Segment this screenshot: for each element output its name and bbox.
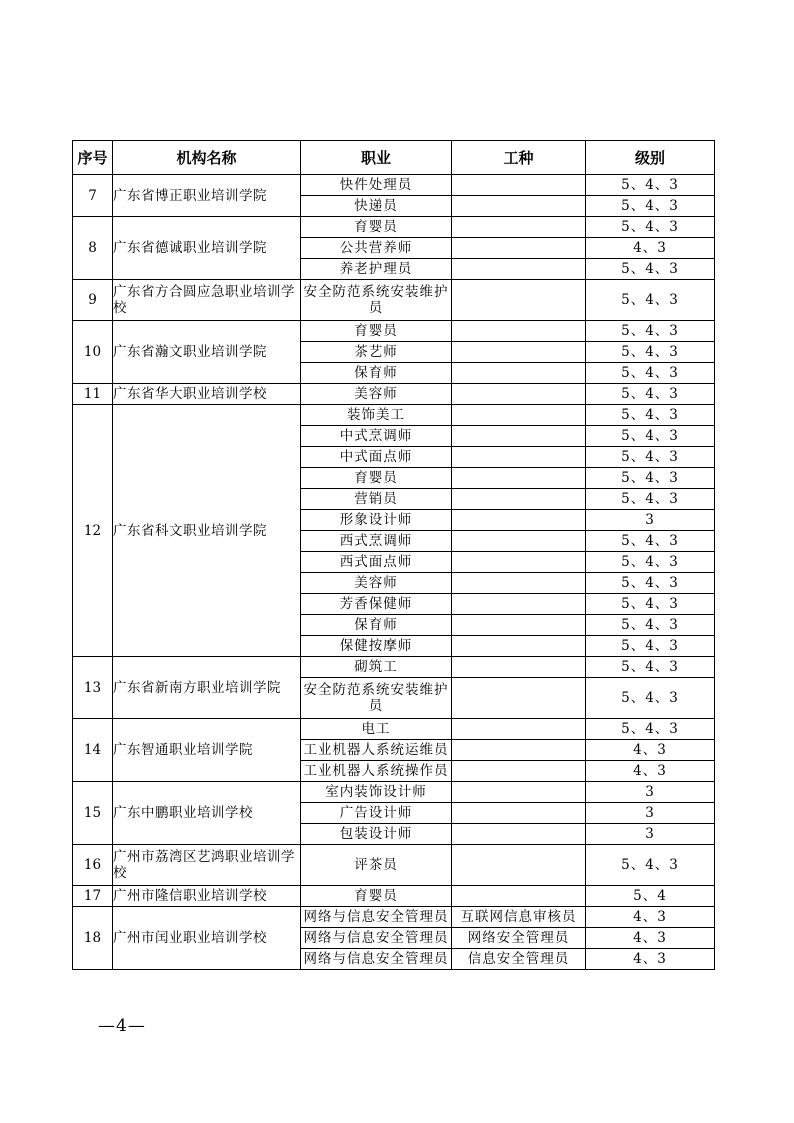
table-header-row [73, 141, 715, 175]
cell-level: 5、4、3 [586, 468, 715, 489]
cell-job: 工业机器人系统操作员 [301, 761, 452, 782]
cell-index: 9 [73, 280, 113, 321]
cell-type [452, 678, 586, 719]
cell-org-name: 广东省新南方职业培训学院 [113, 657, 301, 719]
cell-type [452, 447, 586, 468]
cell-level: 5、4、3 [586, 573, 715, 594]
cell-level: 5、4、3 [586, 259, 715, 280]
table-row [73, 782, 715, 803]
cell-job: 西式面点师 [301, 552, 452, 573]
cell-org-name: 广州市闰业职业培训学校 [113, 907, 301, 970]
cell-level: 5、4、3 [586, 719, 715, 740]
cell-org-name: 广东省博正职业培训学院 [113, 175, 301, 217]
table-body [73, 175, 715, 970]
cell-job: 育婴员 [301, 217, 452, 238]
cell-type [452, 384, 586, 405]
cell-level: 5、4、3 [586, 217, 715, 238]
cell-job: 包装设计师 [301, 824, 452, 845]
header-job: 职业 [301, 141, 452, 175]
cell-job: 保育师 [301, 615, 452, 636]
table-row [73, 384, 715, 405]
cell-type [452, 489, 586, 510]
cell-index: 11 [73, 384, 113, 405]
cell-job: 快件处理员 [301, 175, 452, 196]
cell-type [452, 426, 586, 447]
cell-job: 芳香保健师 [301, 594, 452, 615]
cell-level: 5、4、3 [586, 405, 715, 426]
cell-type [452, 657, 586, 678]
cell-level: 4、3 [586, 907, 715, 928]
cell-type [452, 719, 586, 740]
cell-job: 公共营养师 [301, 238, 452, 259]
cell-job: 砌筑工 [301, 657, 452, 678]
cell-job: 营销员 [301, 489, 452, 510]
cell-level: 5、4 [586, 886, 715, 907]
training-institution-table [72, 140, 715, 970]
cell-level: 5、4、3 [586, 363, 715, 384]
cell-level: 3 [586, 824, 715, 845]
cell-org-name: 广东省华大职业培训学校 [113, 384, 301, 405]
cell-type [452, 468, 586, 489]
cell-type [452, 510, 586, 531]
cell-type [452, 573, 586, 594]
cell-index: 17 [73, 886, 113, 907]
cell-type [452, 280, 586, 321]
cell-type: 互联网信息审核员 [452, 907, 586, 928]
cell-level: 5、4、3 [586, 615, 715, 636]
cell-job: 形象设计师 [301, 510, 452, 531]
cell-type [452, 636, 586, 657]
cell-type [452, 238, 586, 259]
cell-org-name: 广东省方合圆应急职业培训学校 [113, 280, 301, 321]
cell-index: 12 [73, 405, 113, 657]
header-level: 级别 [586, 141, 715, 175]
table-row [73, 845, 715, 886]
cell-job: 育婴员 [301, 468, 452, 489]
cell-level: 3 [586, 782, 715, 803]
header-index: 序号 [73, 141, 113, 175]
table-row [73, 719, 715, 740]
cell-type [452, 845, 586, 886]
cell-level: 5、4、3 [586, 678, 715, 719]
cell-job: 西式烹调师 [301, 531, 452, 552]
cell-job: 安全防范系统安装维护员 [301, 678, 452, 719]
cell-level: 5、4、3 [586, 636, 715, 657]
cell-org-name: 广东智通职业培训学院 [113, 719, 301, 782]
cell-type: 信息安全管理员 [452, 949, 586, 970]
cell-org-name: 广东省瀚文职业培训学院 [113, 321, 301, 384]
cell-job: 安全防范系统安装维护员 [301, 280, 452, 321]
cell-level: 5、4、3 [586, 280, 715, 321]
cell-index: 16 [73, 845, 113, 886]
table-row [73, 321, 715, 342]
cell-job: 网络与信息安全管理员 [301, 928, 452, 949]
cell-type [452, 321, 586, 342]
cell-level: 5、4、3 [586, 426, 715, 447]
cell-level: 5、4、3 [586, 342, 715, 363]
cell-type [452, 740, 586, 761]
cell-type [452, 552, 586, 573]
cell-index: 10 [73, 321, 113, 384]
cell-type [452, 615, 586, 636]
cell-job: 中式面点师 [301, 447, 452, 468]
cell-job: 装饰美工 [301, 405, 452, 426]
table-row [73, 657, 715, 678]
cell-type [452, 342, 586, 363]
cell-level: 4、3 [586, 761, 715, 782]
cell-org-name: 广东省科文职业培训学院 [113, 405, 301, 657]
cell-job: 网络与信息安全管理员 [301, 949, 452, 970]
cell-type [452, 217, 586, 238]
cell-index: 15 [73, 782, 113, 845]
cell-level: 4、3 [586, 740, 715, 761]
cell-job: 中式烹调师 [301, 426, 452, 447]
cell-level: 4、3 [586, 949, 715, 970]
cell-job: 评茶员 [301, 845, 452, 886]
table-row [73, 907, 715, 928]
cell-type [452, 405, 586, 426]
cell-level: 5、4、3 [586, 657, 715, 678]
cell-job: 养老护理员 [301, 259, 452, 280]
table-row [73, 217, 715, 238]
cell-index: 18 [73, 907, 113, 970]
cell-job: 快递员 [301, 196, 452, 217]
cell-type [452, 782, 586, 803]
cell-level: 5、4、3 [586, 552, 715, 573]
cell-level: 5、4、3 [586, 384, 715, 405]
cell-job: 美容师 [301, 384, 452, 405]
cell-job: 保健按摩师 [301, 636, 452, 657]
cell-type [452, 761, 586, 782]
cell-level: 5、4、3 [586, 196, 715, 217]
cell-job: 室内装饰设计师 [301, 782, 452, 803]
cell-org-name: 广州市荔湾区艺鸿职业培训学校 [113, 845, 301, 886]
cell-index: 7 [73, 175, 113, 217]
cell-level: 5、4、3 [586, 531, 715, 552]
cell-type [452, 175, 586, 196]
cell-index: 14 [73, 719, 113, 782]
cell-level: 5、4、3 [586, 175, 715, 196]
cell-job: 育婴员 [301, 321, 452, 342]
cell-org-name: 广东省德诚职业培训学院 [113, 217, 301, 280]
cell-type [452, 824, 586, 845]
table-row [73, 280, 715, 321]
cell-job: 美容师 [301, 573, 452, 594]
cell-type [452, 259, 586, 280]
cell-level: 4、3 [586, 238, 715, 259]
cell-type [452, 196, 586, 217]
page-number: —4— [98, 1016, 146, 1036]
cell-type [452, 803, 586, 824]
header-type: 工种 [452, 141, 586, 175]
cell-type [452, 594, 586, 615]
cell-job: 广告设计师 [301, 803, 452, 824]
header-org: 机构名称 [113, 141, 301, 175]
cell-type [452, 886, 586, 907]
table-row [73, 175, 715, 196]
cell-job: 网络与信息安全管理员 [301, 907, 452, 928]
cell-level: 3 [586, 510, 715, 531]
cell-type [452, 363, 586, 384]
cell-level: 5、4、3 [586, 489, 715, 510]
cell-level: 5、4、3 [586, 321, 715, 342]
table-row [73, 886, 715, 907]
cell-job: 工业机器人系统运维员 [301, 740, 452, 761]
cell-org-name: 广州市隆信职业培训学校 [113, 886, 301, 907]
cell-level: 5、4、3 [586, 447, 715, 468]
cell-index: 13 [73, 657, 113, 719]
cell-level: 4、3 [586, 928, 715, 949]
cell-type [452, 531, 586, 552]
cell-job: 电工 [301, 719, 452, 740]
cell-level: 5、4、3 [586, 845, 715, 886]
cell-job: 育婴员 [301, 886, 452, 907]
cell-org-name: 广东中鹏职业培训学校 [113, 782, 301, 845]
cell-job: 保育师 [301, 363, 452, 384]
cell-index: 8 [73, 217, 113, 280]
cell-level: 3 [586, 803, 715, 824]
cell-level: 5、4、3 [586, 594, 715, 615]
cell-type: 网络安全管理员 [452, 928, 586, 949]
table-row [73, 405, 715, 426]
cell-job: 茶艺师 [301, 342, 452, 363]
